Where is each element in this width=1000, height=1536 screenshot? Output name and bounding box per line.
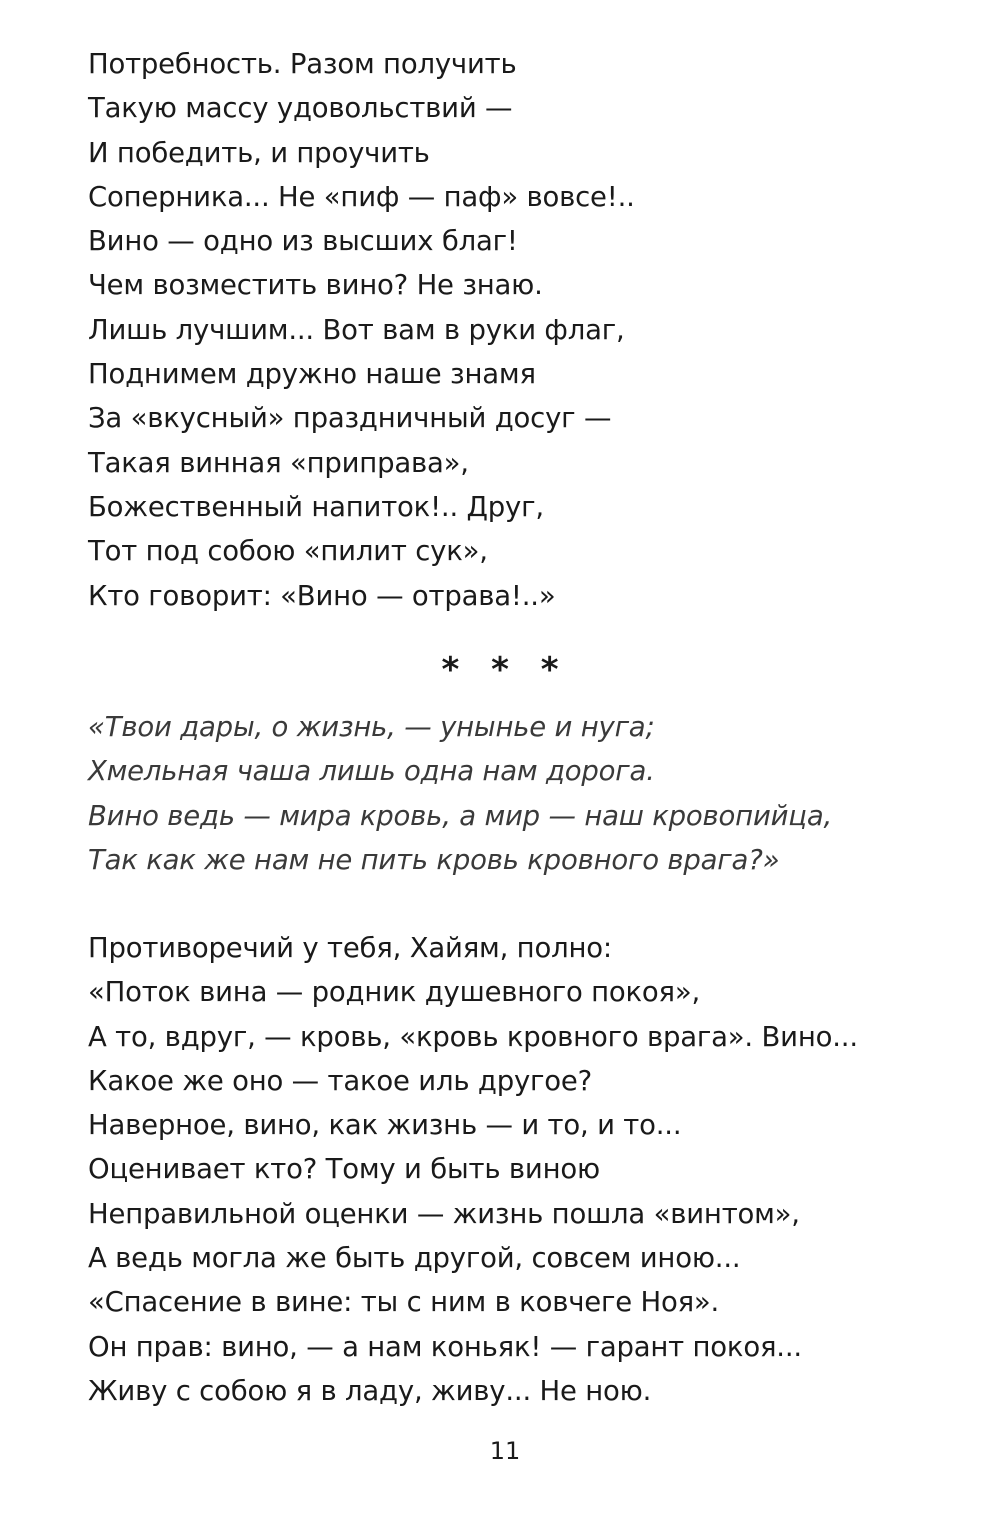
poem-line: Божественный напиток!.. Друг, — [88, 490, 544, 523]
poem-line: Такая винная «приправа», — [88, 446, 469, 479]
poem-line: Чем возместить вино? Не знаю. — [88, 269, 543, 302]
poem-line: А ведь могла же быть другой, совсем иною... — [88, 1242, 741, 1275]
quote-line: Хмельная чаша лишь одна нам дорога. — [88, 755, 655, 788]
stanza-3 — [88, 926, 858, 1413]
poem-line: Такую массу удовольствий — — [88, 92, 513, 125]
poem-line: «Спасение в вине: ты с ним в ковчеге Ноя». — [88, 1286, 720, 1319]
poem-line: Тот под собою «пилит сук», — [88, 535, 488, 568]
poem-line: «Поток вина — родник душевного покоя», — [88, 976, 701, 1009]
poem-line: Противоречий у тебя, Хайям, полно: — [88, 932, 612, 964]
stanza-1 — [88, 42, 635, 618]
poem-line: За «вкусный» праздничный досуг — — [88, 402, 612, 435]
poem-line: И победить, и проучить — [88, 136, 430, 169]
quote-stanza — [88, 705, 832, 882]
poem-line: А то, вдруг, — кровь, «кровь кровного врага». Вино... — [88, 1020, 858, 1053]
poem-line: Лишь лучшим... Вот вам в руки флаг, — [88, 313, 625, 346]
poem-line: Потребность. Разом получить — [88, 48, 517, 80]
poem-line: Соперника... Не «пиф — паф» вовсе!.. — [88, 180, 635, 213]
quote-line: «Твои дары, о жизнь, — унынье и нуга; — [88, 711, 655, 743]
poem-line: Живу с собою я в ладу, живу... Не ною. — [88, 1374, 652, 1407]
quote-line: Вино ведь — мира кровь, а мир — наш кровопийца, — [88, 799, 833, 832]
poem-line: Оценивает кто? Тому и быть виною — [88, 1153, 600, 1186]
poem-line: Поднимем дружно наше знамя — [88, 358, 536, 391]
poem-line: Вино — одно из высших благ! — [88, 225, 518, 258]
quote-line: Так как же нам не пить кровь кровного врага?» — [88, 843, 780, 876]
poem-line: Какое же оно — такое иль другое? — [88, 1064, 593, 1097]
poem-line: Неправильной оценки — жизнь пошла «винтом», — [88, 1197, 800, 1230]
page-number: 11 — [489, 1437, 521, 1465]
section-separator: * * * — [441, 650, 569, 690]
poem-line: Кто говорит: «Вино — отрава!..» — [88, 579, 556, 612]
poem-line: Наверное, вино, как жизнь — и то, и то... — [88, 1109, 682, 1142]
poem-line: Он прав: вино, — а нам коньяк! — гарант покоя... — [88, 1330, 802, 1363]
